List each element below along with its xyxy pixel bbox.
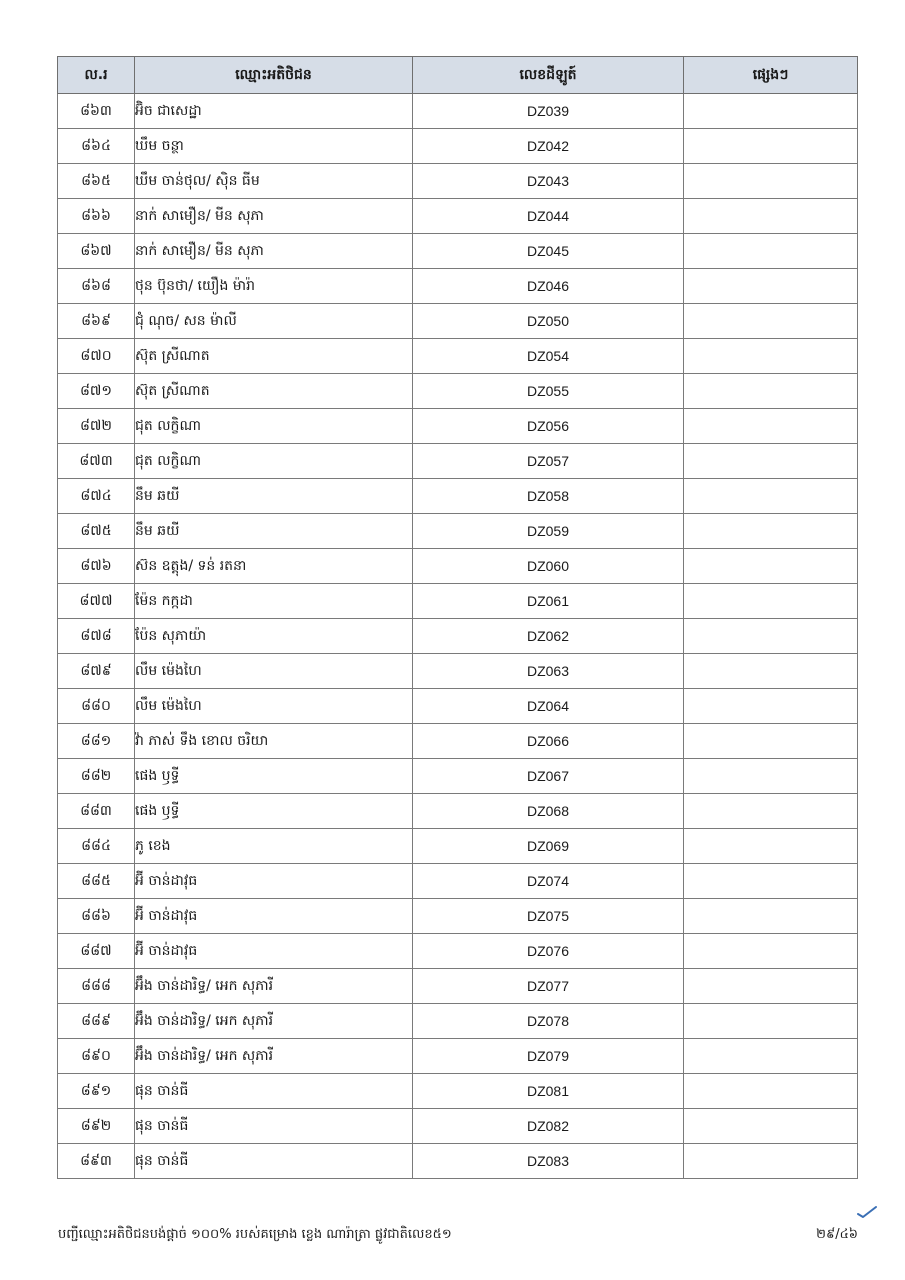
- customer-name: លឹម ម៉េងហៃ: [135, 654, 413, 689]
- lot-number: DZ045: [413, 234, 684, 269]
- customer-name: ផុន ចាន់ធី: [135, 1074, 413, 1109]
- table-row: [58, 374, 858, 409]
- lot-number: DZ081: [413, 1074, 684, 1109]
- lot-number: DZ076: [413, 934, 684, 969]
- lot-number: DZ067: [413, 759, 684, 794]
- lot-number: DZ059: [413, 514, 684, 549]
- customer-name: នាក់ សាមឿន/ មីន សុភា: [135, 234, 413, 269]
- lot-number: DZ057: [413, 444, 684, 479]
- lot-number: DZ074: [413, 864, 684, 899]
- other-note: [684, 94, 858, 129]
- row-number: ៨៩០: [58, 1039, 135, 1074]
- other-note: [684, 934, 858, 969]
- table-row: [58, 1074, 858, 1109]
- row-number: ៨៦៦: [58, 199, 135, 234]
- table-row: [58, 304, 858, 339]
- other-note: [684, 444, 858, 479]
- other-note: [684, 584, 858, 619]
- lot-number: DZ046: [413, 269, 684, 304]
- other-note: [684, 724, 858, 759]
- customer-name: ផុន ចាន់ធី: [135, 1144, 413, 1179]
- row-number: ៨៦៤: [58, 129, 135, 164]
- row-number: ៨៧៥: [58, 514, 135, 549]
- customer-name: ជុំ ណុច/ សន ម៉ាលី: [135, 304, 413, 339]
- other-note: [684, 1074, 858, 1109]
- customer-name: លឹម ម៉េងហៃ: [135, 689, 413, 724]
- header-number: ល.រ: [58, 57, 135, 94]
- table-row: [58, 724, 858, 759]
- customer-name: អ៊ឹង ចាន់ដារិទ្ធ/ អេក សុភារី: [135, 1039, 413, 1074]
- lot-number: DZ054: [413, 339, 684, 374]
- customer-table: [57, 56, 858, 1179]
- row-number: ៨៨៧: [58, 934, 135, 969]
- lot-number: DZ077: [413, 969, 684, 1004]
- customer-name: នឹម ឆយី: [135, 514, 413, 549]
- lot-number: DZ058: [413, 479, 684, 514]
- table-row: [58, 549, 858, 584]
- table-row: [58, 199, 858, 234]
- other-note: [684, 829, 858, 864]
- other-note: [684, 969, 858, 1004]
- footer-title: បញ្ជីឈ្មោះអតិថិជនបង់ផ្ដាច់ ១០០% របស់គម្រោង ខ្លេង ណារ៉ាត្រា ផ្លូវជាតិលេខ៥១: [58, 1227, 452, 1242]
- lot-number: DZ062: [413, 619, 684, 654]
- other-note: [684, 1109, 858, 1144]
- table-row: [58, 899, 858, 934]
- customer-name: ម៉ែន កក្កដា: [135, 584, 413, 619]
- lot-number: DZ061: [413, 584, 684, 619]
- lot-number: DZ075: [413, 899, 684, 934]
- customer-name: ផេង ឫទ្ធី: [135, 759, 413, 794]
- table-row: [58, 654, 858, 689]
- lot-number: DZ078: [413, 1004, 684, 1039]
- header-lot-number: លេខដីឡូត៍: [413, 57, 684, 94]
- row-number: ៨៨៦: [58, 899, 135, 934]
- table-row: [58, 934, 858, 969]
- customer-name: អ៊ឹង ចាន់ដារិទ្ធ/ អេក សុភារី: [135, 969, 413, 1004]
- row-number: ៨៧៩: [58, 654, 135, 689]
- row-number: ៨៨៩: [58, 1004, 135, 1039]
- customer-name: ឃឹម ចន្ថា: [135, 129, 413, 164]
- lot-number: DZ042: [413, 129, 684, 164]
- table-row: [58, 969, 858, 1004]
- row-number: ៨៦៥: [58, 164, 135, 199]
- lot-number: DZ083: [413, 1144, 684, 1179]
- table-row: [58, 1004, 858, 1039]
- other-note: [684, 409, 858, 444]
- lot-number: DZ064: [413, 689, 684, 724]
- table-row: [58, 794, 858, 829]
- header-row: [58, 57, 858, 94]
- other-note: [684, 164, 858, 199]
- row-number: ៨៧២: [58, 409, 135, 444]
- customer-name: ថុន ប៊ុនថា/ យឿង ម៉ារ៉ា: [135, 269, 413, 304]
- other-note: [684, 129, 858, 164]
- row-number: ៨៨២: [58, 759, 135, 794]
- other-note: [684, 864, 858, 899]
- row-number: ៨៧០: [58, 339, 135, 374]
- table-row: [58, 829, 858, 864]
- lot-number: DZ068: [413, 794, 684, 829]
- customer-name: អ៊ី ចាន់ដាវុធ: [135, 899, 413, 934]
- other-note: [684, 899, 858, 934]
- other-note: [684, 374, 858, 409]
- row-number: ៨៦៨: [58, 269, 135, 304]
- other-note: [684, 1004, 858, 1039]
- other-note: [684, 619, 858, 654]
- row-number: ៨៧៦: [58, 549, 135, 584]
- lot-number: DZ043: [413, 164, 684, 199]
- row-number: ៨៦៧: [58, 234, 135, 269]
- table-row: [58, 619, 858, 654]
- customer-name: ឃឹម ចាន់ថុល/ ស៊ិន ធីម: [135, 164, 413, 199]
- customer-name: នឹម ឆយី: [135, 479, 413, 514]
- other-note: [684, 514, 858, 549]
- customer-name: ស៊ុត ស្រីណាត: [135, 374, 413, 409]
- table-row: [58, 409, 858, 444]
- table-row: [58, 584, 858, 619]
- table-row: [58, 689, 858, 724]
- table-row: [58, 234, 858, 269]
- header-customer-name: ឈ្មោះអតិថិជន: [135, 57, 413, 94]
- row-number: ៨៩២: [58, 1109, 135, 1144]
- customer-name: ស៊ុត ស្រីណាត: [135, 339, 413, 374]
- customer-name: នាក់ សាមឿន/ មីន សុភា: [135, 199, 413, 234]
- table-row: [58, 94, 858, 129]
- customer-name: ស៊ន ឧត្តុង/ ទន់ រតនា: [135, 549, 413, 584]
- lot-number: DZ055: [413, 374, 684, 409]
- lot-number: DZ082: [413, 1109, 684, 1144]
- header-other: ផ្សេងៗ: [684, 57, 858, 94]
- other-note: [684, 199, 858, 234]
- page-number: ២៩/៤៦: [816, 1227, 858, 1242]
- customer-name: អ៊ិច ជាសេដ្ឋា: [135, 94, 413, 129]
- other-note: [684, 339, 858, 374]
- table-row: [58, 1039, 858, 1074]
- table-header: [58, 57, 858, 94]
- row-number: ៨៩៣: [58, 1144, 135, 1179]
- lot-number: DZ060: [413, 549, 684, 584]
- table-row: [58, 1144, 858, 1179]
- table-row: [58, 864, 858, 899]
- table-body: [58, 94, 858, 1179]
- row-number: ៨៨១: [58, 724, 135, 759]
- table-row: [58, 164, 858, 199]
- other-note: [684, 759, 858, 794]
- row-number: ៨៧៤: [58, 479, 135, 514]
- row-number: ៨៨៥: [58, 864, 135, 899]
- other-note: [684, 794, 858, 829]
- row-number: ៨៧៨: [58, 619, 135, 654]
- row-number: ៨៧៧: [58, 584, 135, 619]
- customer-name: ភូ ខេង: [135, 829, 413, 864]
- table-row: [58, 1109, 858, 1144]
- row-number: ៨៨៨: [58, 969, 135, 1004]
- table-row: [58, 129, 858, 164]
- other-note: [684, 479, 858, 514]
- customer-name: អ៊ី ចាន់ដាវុធ: [135, 934, 413, 969]
- other-note: [684, 269, 858, 304]
- table-row: [58, 269, 858, 304]
- lot-number: DZ079: [413, 1039, 684, 1074]
- row-number: ៨៧១: [58, 374, 135, 409]
- other-note: [684, 234, 858, 269]
- lot-number: DZ063: [413, 654, 684, 689]
- customer-name: ប៉ែន សុភាយ៉ា: [135, 619, 413, 654]
- customer-name: អ៊ី ចាន់ដាវុធ: [135, 864, 413, 899]
- table-row: [58, 514, 858, 549]
- row-number: ៨៨៤: [58, 829, 135, 864]
- row-number: ៨៧៣: [58, 444, 135, 479]
- customer-name: ជុត លក្ខិណា: [135, 444, 413, 479]
- row-number: ៨៨៣: [58, 794, 135, 829]
- customer-name: ផេង ឫទ្ធី: [135, 794, 413, 829]
- table-row: [58, 759, 858, 794]
- customer-name: ជុត លក្ខិណា: [135, 409, 413, 444]
- other-note: [684, 654, 858, 689]
- lot-number: DZ069: [413, 829, 684, 864]
- customer-name: វ៉ា ភាស់ ទឹង ខោល ចរិយា: [135, 724, 413, 759]
- check-mark-icon: [856, 1204, 878, 1220]
- table-row: [58, 339, 858, 374]
- lot-number: DZ066: [413, 724, 684, 759]
- lot-number: DZ056: [413, 409, 684, 444]
- row-number: ៨៨០: [58, 689, 135, 724]
- other-note: [684, 689, 858, 724]
- other-note: [684, 1144, 858, 1179]
- row-number: ៨៦៩: [58, 304, 135, 339]
- lot-number: DZ044: [413, 199, 684, 234]
- other-note: [684, 1039, 858, 1074]
- other-note: [684, 304, 858, 339]
- table-row: [58, 444, 858, 479]
- customer-name: ផុន ចាន់ធី: [135, 1109, 413, 1144]
- table-row: [58, 479, 858, 514]
- customer-name: អ៊ឹង ចាន់ដារិទ្ធ/ អេក សុភារី: [135, 1004, 413, 1039]
- lot-number: DZ050: [413, 304, 684, 339]
- other-note: [684, 549, 858, 584]
- row-number: ៨៩១: [58, 1074, 135, 1109]
- lot-number: DZ039: [413, 94, 684, 129]
- row-number: ៨៦៣: [58, 94, 135, 129]
